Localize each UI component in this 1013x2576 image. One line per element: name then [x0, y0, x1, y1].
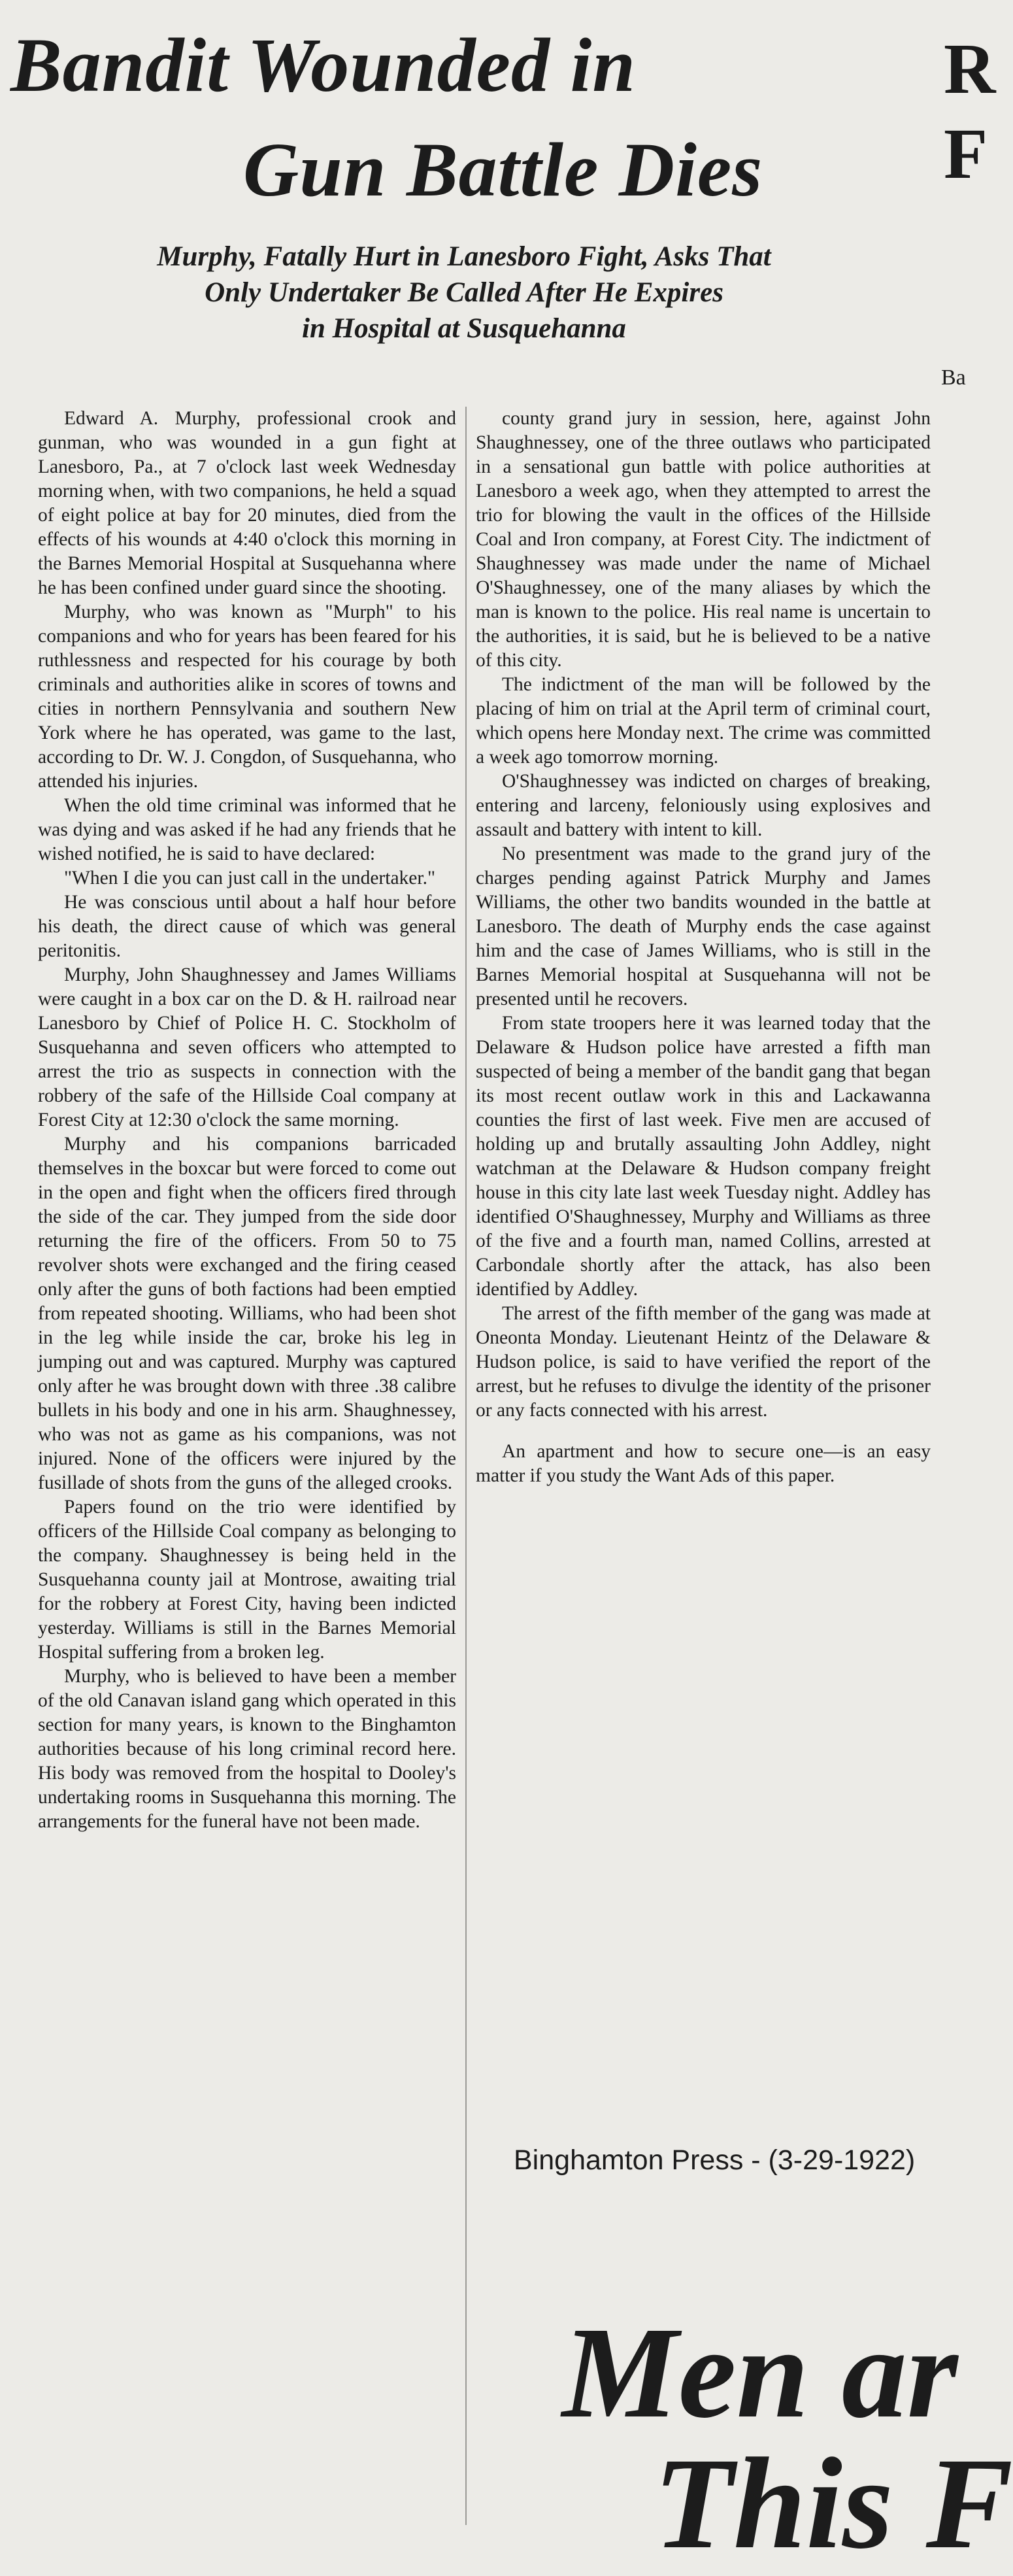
article-column-1: [38, 407, 456, 1834]
paragraph: Papers found on the trio were identified by officers of the Hillside Coal company as belonging to the company. Shaughnessey is being held in the Susquehanna county jail at Montrose, awaiting trial for the robbery at Forest City, having been indicted yesterday. Williams is still in the Barnes Memorial Hospital suffering from a broken leg.: [38, 1497, 456, 1663]
paragraph: county grand jury in session, here, against John Shaughnessey, one of the three outlaws who participated in a sensational gun battle with police authorities at Lanesboro a week ago, when they attempted to arrest the trio for blowing the vault in the offices of the Hillside Coal and Iron company, at Forest City. The indictment of Shaughnessey was made under the name of Michael O'Shaughnessey, one of the many aliases by which the man is known to the police. His real name is uncertain to the authorities, it is said, but he is believed to be a native of this city.: [476, 408, 931, 671]
subheadline: [13, 239, 915, 347]
adjacent-article-edge: [938, 0, 996, 2520]
subhead-line-1: Murphy, Fatally Hurt in Lanesboro Fight, Asks That: [157, 241, 771, 272]
paragraph: Murphy, who was known as "Murph" to his companions and who for years has been feared for his ruthlessness and respected for his courage by both criminals and authorities alike in scores of towns and cities in northern Pennsylvania and southern New York where he has operated, was game to the last, according to Dr. W. J. Congdon, of Susquehanna, who attended his injuries.: [38, 602, 456, 792]
paragraph: From state troopers here it was learned today that the Delaware & Hudson police have arrested a fifth man suspected of being a member of the bandit gang that began its most recent outlaw work in this and Lackawanna counties the first of last week. Five men are accused of holding up and brutally assaulting John Addley, night watchman at the Delaware & Hudson company freight house in this city late last week Tuesday night. Addley has identified O'Shaughnessey, Murphy and Williams as three of the five and a fourth man, named Collins, arrested at Carbondale shortly after the attack, has also been identified by Addley.: [476, 1013, 931, 1300]
subhead-line-3: in Hospital at Susquehanna: [302, 313, 626, 344]
want-ads-note: An apartment and how to secure one—is an easy matter if you study the Want Ads of this paper.: [476, 1441, 931, 1486]
paragraph: The arrest of the fifth member of the gang was made at Oneonta Monday. Lieutenant Heintz of the Delaware & Hudson police, is said to have verified the report of the arrest, but he refuses to divulge the identity of the prisoner or any facts connected with his arrest.: [476, 1303, 931, 1421]
paragraph: The indictment of the man will be followed by the placing of him on trial at the April term of criminal court, which opens here Monday next. The crime was committed a week ago tomorrow morning.: [476, 674, 931, 768]
paragraph: When the old time criminal was informed that he was dying and was asked if he had any friends that he wished notified, he is said to have declared:: [38, 795, 456, 864]
adjacent-text-fragment: Ba: [941, 365, 966, 390]
paragraph: Murphy, John Shaughnessey and James Williams were caught in a box car on the D. & H. railroad near Lanesboro by Chief of Police H. C. Stockholm of Susquehanna and seven officers who attempted to arrest the trio as suspects in connection with the robbery of the safe of the Hillside Coal company at Forest City at 12:30 o'clock the same morning.: [38, 964, 456, 1130]
paragraph: He was conscious until about a half hour before his death, the direct cause of which was general peritonitis.: [38, 892, 456, 961]
article-column-2: [476, 407, 931, 1488]
paragraph: Edward A. Murphy, professional crook and gunman, who was wounded in a gun fight at Lanesboro, Pa., at 7 o'clock last week Wednesday morning when, with two companions, he held a squad of eight police at bay for 20 minutes, died from the effects of his wounds at 4:40 o'clock this morning in the Barnes Memorial Hospital at Susquehanna where he has been confined under guard since the shooting.: [38, 408, 456, 598]
next-headline-line-2: This F: [654, 2432, 1013, 2576]
paragraph: No presentment was made to the grand jury of the charges pending against Patrick Murphy and James Williams, the other two bandits wounded in the battle at Lanesboro. The death of Murphy ends the case against him and the case of James Williams, who is still in the Barnes Memorial hospital at Susquehanna will not be presented until he recovers.: [476, 843, 931, 1009]
subhead-line-2: Only Undertaker Be Called After He Expires: [205, 277, 723, 308]
paragraph: "When I die you can just call in the undertaker.": [64, 868, 436, 889]
next-headline-line-1: Men ar: [562, 2301, 958, 2445]
adjacent-headline-fragment: R: [944, 29, 996, 109]
paragraph: O'Shaughnessey was indicted on charges of breaking, entering and larceny, feloniously using explosives and assault and battery with intent to kill.: [476, 771, 931, 840]
headline-line-1: Bandit Wounded in: [10, 22, 636, 108]
source-credit: Binghamton Press - (3-29-1922): [514, 2144, 916, 2176]
headline-line-2: Gun Battle Dies: [243, 127, 763, 212]
column-divider: [465, 407, 467, 2525]
paragraph: Murphy, who is believed to have been a member of the old Canavan island gang which operated in this section for many years, is known to the Binghamton authorities because of his long criminal record here. His body was removed from the hospital to Dooley's undertaking rooms in Susquehanna this morning. The arrangements for the funeral have not been made.: [38, 1666, 456, 1832]
paragraph: Murphy and his companions barricaded themselves in the boxcar but were forced to come out in the open and fight when the officers fired through the side of the car. They jumped from the side door returning the fire of the officers. From 50 to 75 revolver shots were exchanged and the firing ceased only after the guns of both factions had been emptied from repeated shooting. Williams, who had been shot in the leg while inside the car, broke his leg in jumping out and was captured. Murphy was captured only after he was brought down with three .38 calibre bullets in his body and one in his arm. Shaughnessey, who was not as game as his companions, was not injured. None of the officers were injured by the fusillade of shots from the guns of the alleged crooks.: [38, 1134, 456, 1493]
adjacent-headline-fragment: F: [944, 114, 988, 194]
